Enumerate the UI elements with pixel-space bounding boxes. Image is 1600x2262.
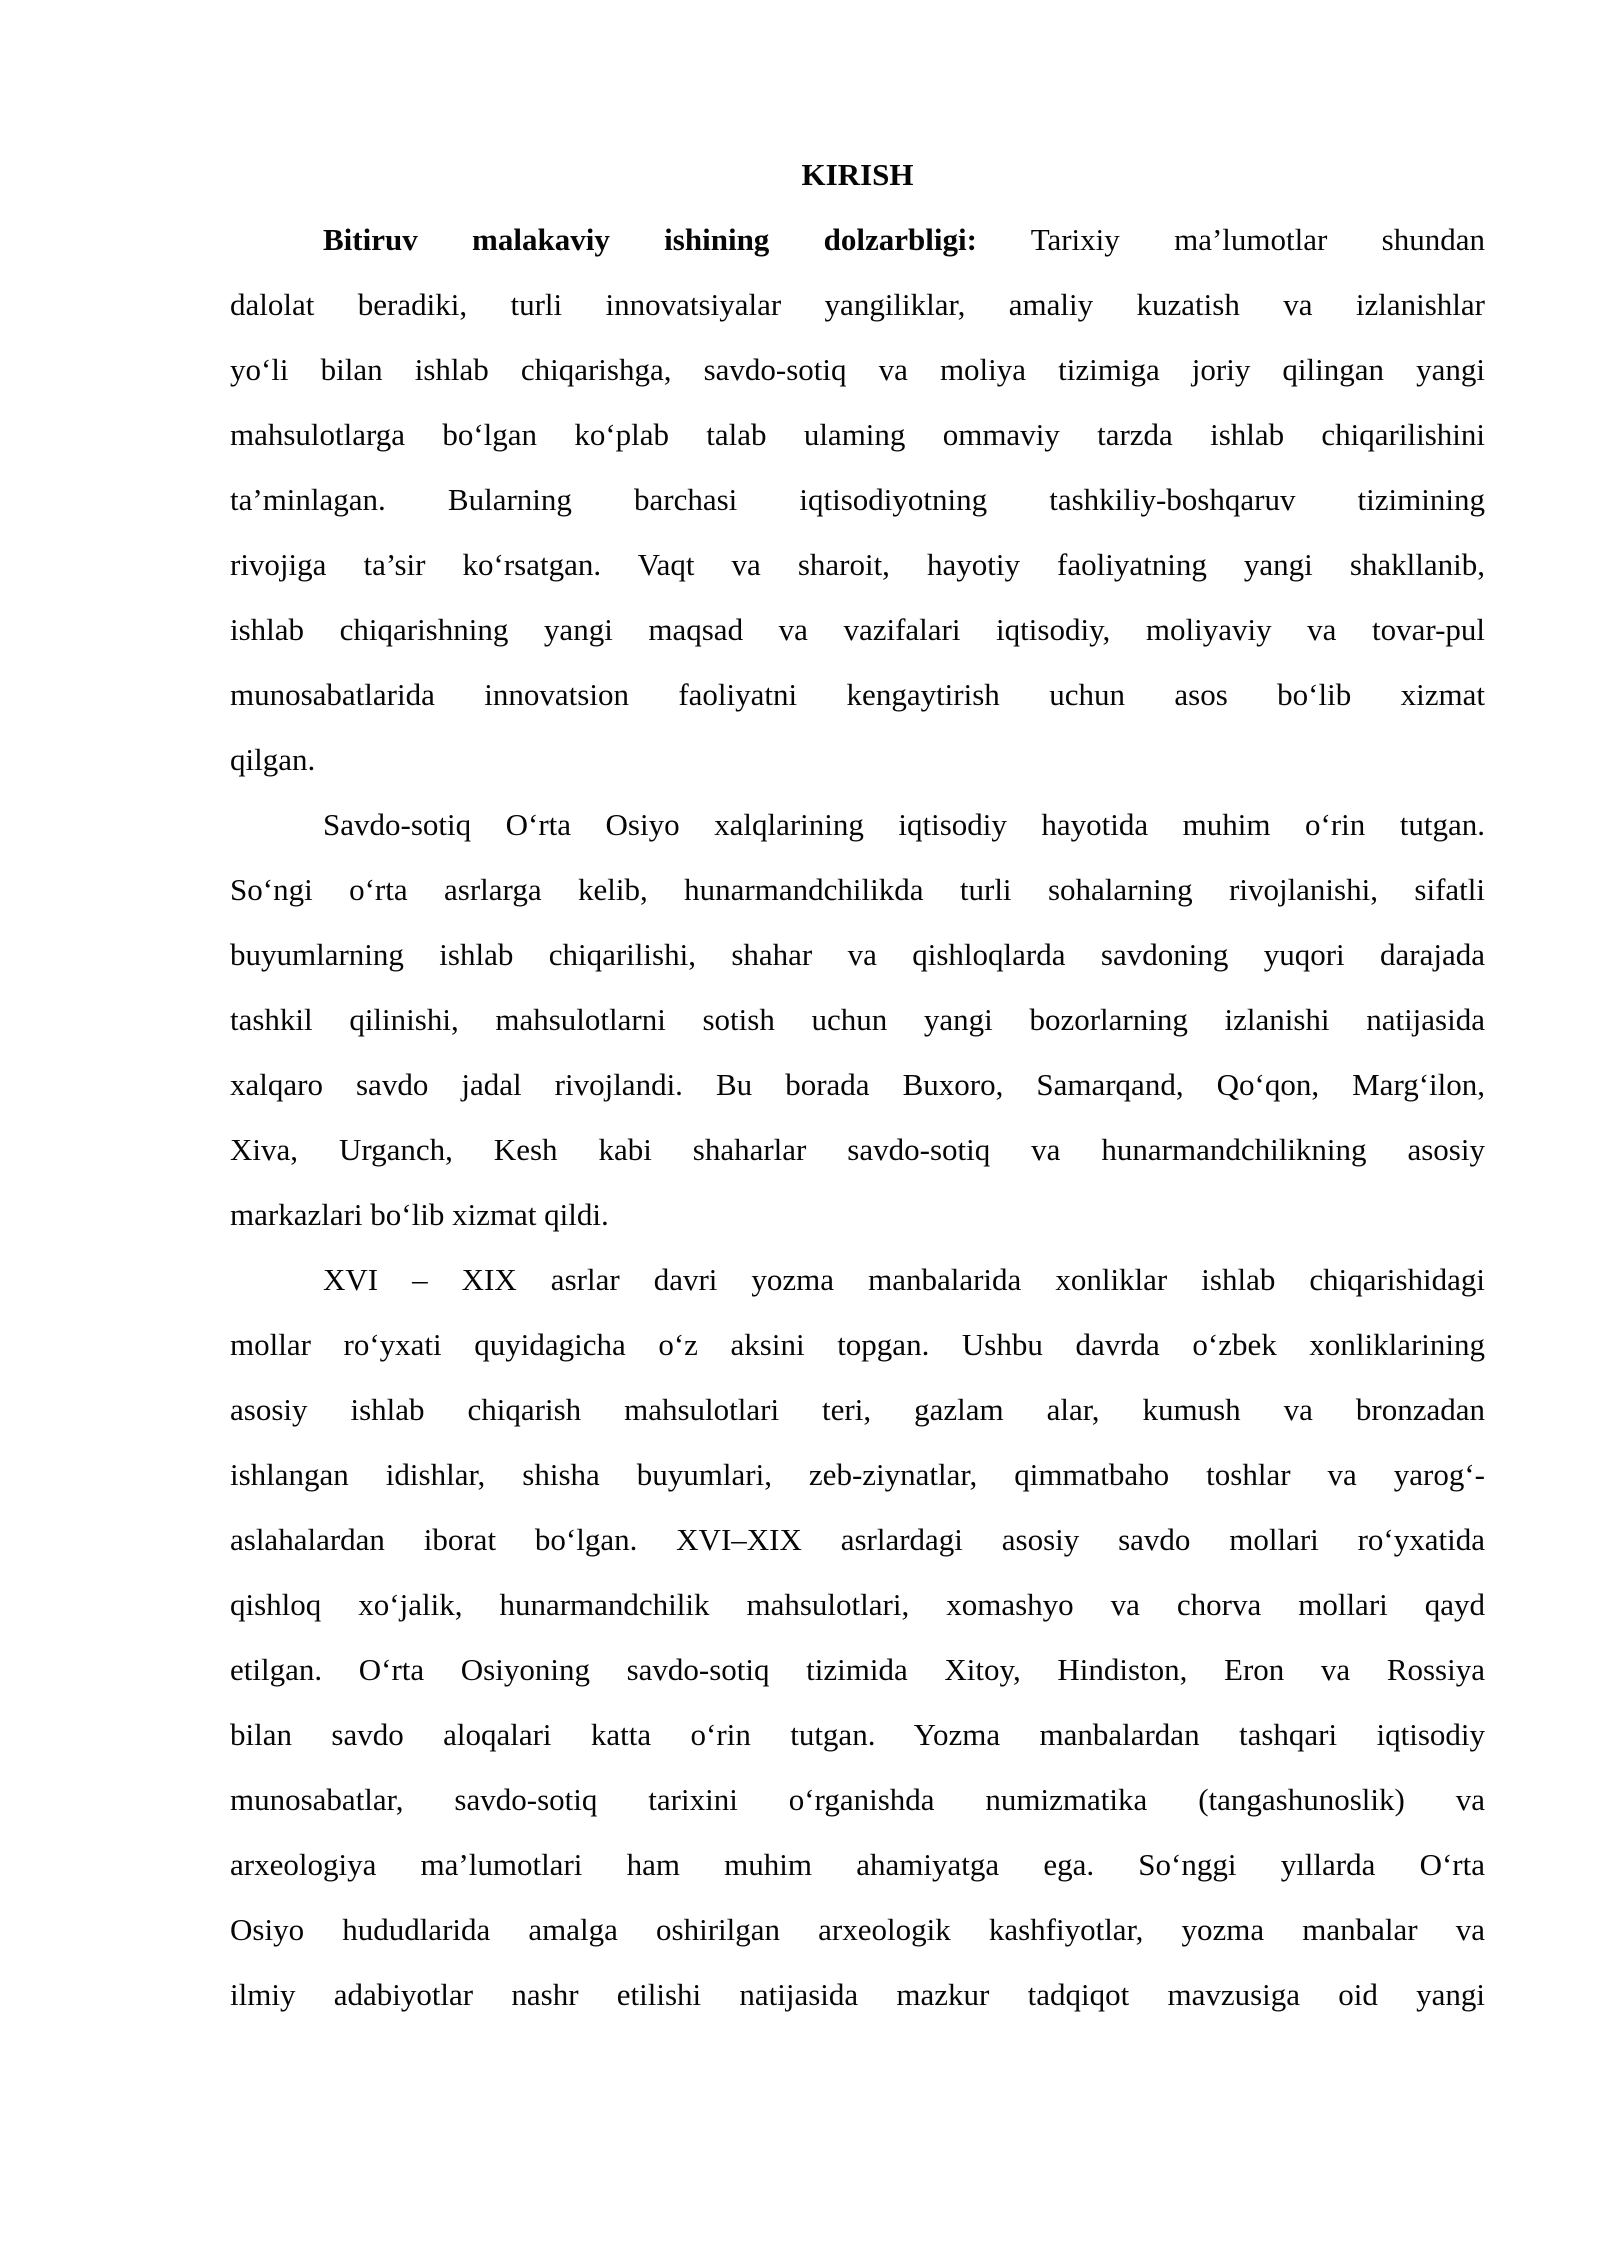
text-line: Savdo-sotiq Oʻrta Osiyo xalqlarining iqtisodiy hayotida muhim oʻrin tutgan. [323,807,1485,842]
text-line: bilan savdo aloqalari katta oʻrin tutgan. Yozma manbalardan tashqari iqtisodiy [230,1717,1485,1752]
text-line: qishloq xoʻjalik, hunarmandchilik mahsulotlari, xomashyo va chorva mollari qayd [230,1587,1485,1622]
text-line: buyumlarning ishlab chiqarilishi, shahar va qishloqlarda savdoning yuqori darajada [230,937,1485,972]
document-content [230,142,1485,2027]
text-line: mollar roʻyxati quyidagicha oʻz aksini topgan. Ushbu davrda oʻzbek xonliklarining [230,1327,1485,1362]
text-line: munosabatlarida innovatsion faoliyatni kengaytirish uchun asos boʻlib xizmat [230,677,1485,712]
text-line: markazlari boʻlib xizmat qildi. [230,1197,609,1232]
text-line: mahsulotlarga boʻlgan koʻplab talab ulaming ommaviy tarzda ishlab chiqarilishini [230,417,1485,452]
lead-rest-text: Tarixiy ma’lumotlar shundan [976,222,1485,257]
text-line: xalqaro savdo jadal rivojlandi. Bu borada Buxoro, Samarqand, Qoʻqon, Margʻilon, [230,1067,1485,1102]
text-line: ilmiy adabiyotlar nashr etilishi natijasida mazkur tadqiqot mavzusiga oid yangi [230,1977,1485,2012]
text-line: ishlab chiqarishning yangi maqsad va vazifalari iqtisodiy, moliyaviy va tovar-pul [230,612,1485,647]
text-line: yoʻli bilan ishlab chiqarishga, savdo-sotiq va moliya tizimiga joriy qilingan yangi [230,352,1485,387]
text-line: qilgan. [230,742,316,777]
text-line: aslahalardan iborat boʻlgan. XVI–XIX asrlardagi asosiy savdo mollari roʻyxatida [230,1522,1485,1557]
page-title: KIRISH [801,157,914,192]
text-line: dalolat beradiki, turli innovatsiyalar yangiliklar, amaliy kuzatish va izlanishlar [230,287,1485,322]
text-line: ta’minlagan. Bularning barchasi iqtisodiyotning tashkiliy-boshqaruv tizimining [230,482,1485,517]
text-line: tashkil qilinishi, mahsulotlarni sotish uchun yangi bozorlarning izlanishi natijasida [230,1002,1485,1037]
paragraph-1 [230,207,1485,792]
text-line: rivojiga ta’sir koʻrsatgan. Vaqt va sharoit, hayotiy faoliyatning yangi shakllanib, [230,547,1485,582]
text-line: arxeologiya ma’lumotlari ham muhim ahamiyatga ega. Soʻnggi yıllarda Oʻrta [230,1847,1485,1882]
text-line [230,207,1485,272]
text-line: etilgan. Oʻrta Osiyoning savdo-sotiq tizimida Xitoy, Hindiston, Eron va Rossiya [230,1652,1485,1687]
bold-lead-text: Bitiruv malakaviy ishining dolzarbligi: [323,222,977,257]
text-line: ishlangan idishlar, shisha buyumlari, zeb-ziynatlar, qimmatbaho toshlar va yarogʻ- [230,1457,1485,1492]
paragraph-2 [230,792,1485,1247]
text-line: Xiva, Urganch, Kesh kabi shaharlar savdo-sotiq va hunarmandchilikning asosiy [230,1132,1485,1167]
text-line: munosabatlar, savdo-sotiq tarixini oʻrganishda numizmatika (tangashunoslik) va [230,1782,1485,1817]
text-line: Soʻngi oʻrta asrlarga kelib, hunarmandchilikda turli sohalarning rivojlanishi, sifatli [230,872,1485,907]
paragraph-3 [230,1247,1485,2027]
text-line: Osiyo hududlarida amalga oshirilgan arxeologik kashfiyotlar, yozma manbalar va [230,1912,1485,1947]
text-line: XVI – XIX asrlar davri yozma manbalarida xonliklar ishlab chiqarishidagi [323,1262,1485,1297]
text-line: asosiy ishlab chiqarish mahsulotlari teri, gazlam alar, kumush va bronzadan [230,1392,1485,1427]
